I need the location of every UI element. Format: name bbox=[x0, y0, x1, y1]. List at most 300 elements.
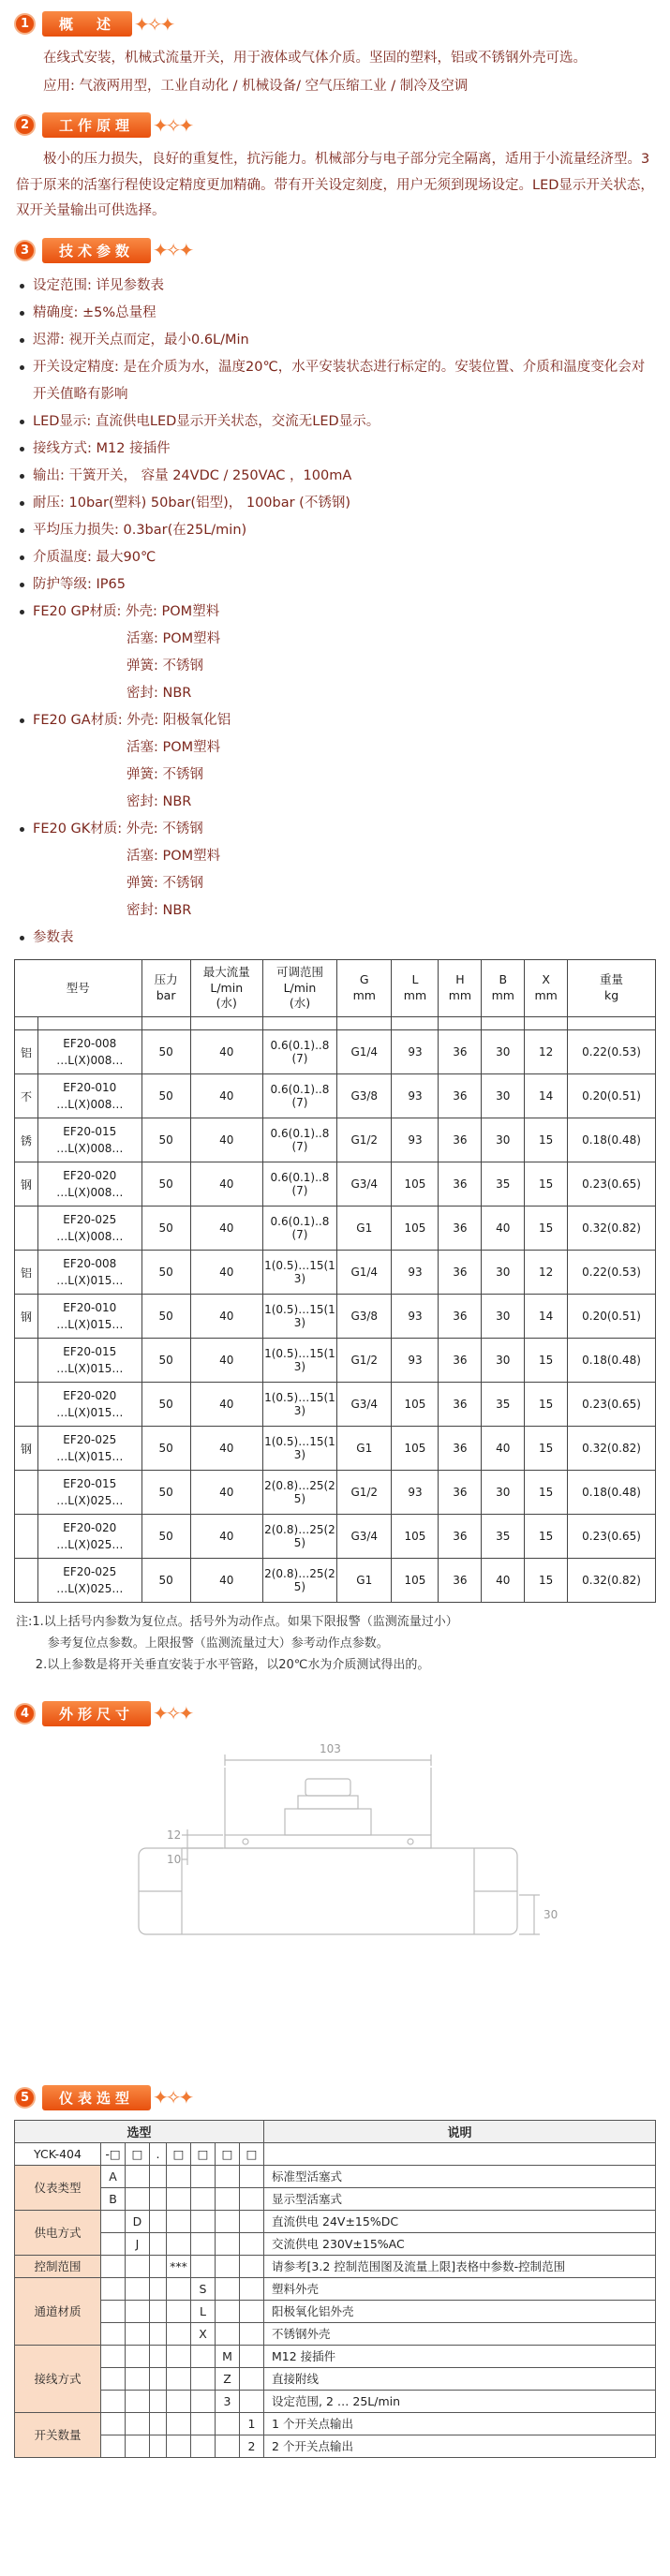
selection-code-box: □ bbox=[126, 2142, 150, 2165]
selection-code-cell bbox=[240, 2187, 264, 2210]
selection-code-cell bbox=[101, 2412, 126, 2435]
bullet-dot-icon bbox=[20, 365, 24, 370]
range-cell: 2(0.8)…25(25) bbox=[262, 1515, 336, 1559]
section-4-title: 外形尺寸 bbox=[42, 1701, 151, 1726]
tech-item-text: FE20 GA材质: 外壳: 阳极氧化铝 bbox=[33, 712, 231, 728]
bullet-dot-icon bbox=[20, 474, 24, 479]
max-flow-cell: 40 bbox=[190, 1515, 262, 1559]
param-col-header-line: 型号 bbox=[66, 980, 90, 995]
g-cell: G1/4 bbox=[337, 1251, 392, 1295]
param-row bbox=[15, 1074, 656, 1118]
h-cell: 36 bbox=[439, 1030, 482, 1074]
l-cell: 105 bbox=[392, 1559, 439, 1603]
selection-code-cell bbox=[191, 2345, 216, 2367]
tech-item-text: FE20 GK材质: 外壳: 不锈钢 bbox=[33, 821, 203, 836]
pressure-cell: 50 bbox=[141, 1030, 190, 1074]
model-variant: …L(X)025… bbox=[56, 1582, 124, 1596]
l-cell: 93 bbox=[392, 1118, 439, 1162]
selection-model-label: YCK-404 bbox=[15, 2142, 101, 2165]
selection-code-cell: D bbox=[126, 2210, 150, 2232]
selection-code-cell bbox=[216, 2412, 240, 2435]
tech-item-subline: 弹簧: 不锈钢 bbox=[127, 766, 203, 782]
selection-code-cell bbox=[216, 2300, 240, 2322]
selection-code-box: □ bbox=[191, 2142, 216, 2165]
selection-desc-cell: 阳极氧化铝外壳 bbox=[264, 2300, 656, 2322]
weight-cell: 0.18(0.48) bbox=[568, 1471, 656, 1515]
selection-code-cell bbox=[101, 2390, 126, 2412]
selection-row bbox=[15, 2390, 656, 2412]
g-cell: G1 bbox=[337, 1207, 392, 1251]
model-cell bbox=[38, 1427, 142, 1471]
selection-code-cell bbox=[126, 2322, 150, 2345]
model-cell bbox=[38, 1074, 142, 1118]
selection-code-cell bbox=[191, 2367, 216, 2390]
param-col-header bbox=[141, 959, 190, 1017]
selection-row bbox=[15, 2435, 656, 2457]
selection-code-cell bbox=[126, 2345, 150, 2367]
b-cell: 40 bbox=[482, 1559, 525, 1603]
param-col-header-line: mm bbox=[534, 988, 558, 1003]
selection-code-cell bbox=[240, 2367, 264, 2390]
tech-item bbox=[20, 273, 656, 300]
b-cell: 40 bbox=[482, 1207, 525, 1251]
selection-code-cell bbox=[101, 2277, 126, 2300]
model-cell bbox=[38, 1162, 142, 1207]
param-row bbox=[15, 1207, 656, 1251]
param-spacer-cell bbox=[15, 1017, 38, 1030]
param-col-header bbox=[190, 959, 262, 1017]
selection-table-body bbox=[15, 2142, 656, 2457]
param-spacer-cell bbox=[141, 1017, 190, 1030]
selection-code-cell bbox=[150, 2210, 167, 2232]
selection-code-cell: M bbox=[216, 2345, 240, 2367]
tech-item-text: 设定范围: 详见参数表 bbox=[33, 277, 164, 293]
b-cell: 30 bbox=[482, 1074, 525, 1118]
g-cell: G1/2 bbox=[337, 1471, 392, 1515]
model-code: EF20-008 bbox=[63, 1257, 117, 1271]
selection-code-cell: *** bbox=[167, 2255, 191, 2277]
tech-item-text: FE20 GP材质: 外壳: POM塑料 bbox=[33, 603, 220, 619]
x-cell: 15 bbox=[525, 1471, 568, 1515]
max-flow-cell: 40 bbox=[190, 1162, 262, 1207]
selection-group-label: 控制范围 bbox=[15, 2255, 101, 2277]
x-cell: 15 bbox=[525, 1162, 568, 1207]
selection-code-cell bbox=[191, 2255, 216, 2277]
selection-code-box: □ bbox=[167, 2142, 191, 2165]
range-cell: 1(0.5)…15(13) bbox=[262, 1251, 336, 1295]
l-cell: 93 bbox=[392, 1074, 439, 1118]
selection-code-cell bbox=[167, 2345, 191, 2367]
tech-item bbox=[20, 544, 656, 571]
tech-item-subline: 密封: NBR bbox=[127, 793, 192, 809]
material-cell bbox=[15, 1471, 38, 1515]
selection-code-cell bbox=[240, 2210, 264, 2232]
selection-code-cell bbox=[216, 2165, 240, 2187]
g-cell: G3/4 bbox=[337, 1162, 392, 1207]
sparkle-stars-icon: ✦✧✦ bbox=[134, 12, 173, 36]
bullet-dot-icon bbox=[20, 338, 24, 343]
selection-code-cell bbox=[126, 2255, 150, 2277]
selection-code-box: . bbox=[150, 2142, 167, 2165]
selection-code-cell bbox=[101, 2232, 126, 2255]
model-variant: …L(X)025… bbox=[56, 1538, 124, 1552]
selection-code-cell bbox=[191, 2435, 216, 2457]
section-1-number-badge: 1 bbox=[14, 13, 36, 35]
selection-row bbox=[15, 2300, 656, 2322]
param-col-header bbox=[482, 959, 525, 1017]
model-cell bbox=[38, 1295, 142, 1339]
selection-code-cell bbox=[126, 2300, 150, 2322]
selection-desc-cell: 1 个开关点输出 bbox=[264, 2412, 656, 2435]
param-row bbox=[15, 1339, 656, 1383]
max-flow-cell: 40 bbox=[190, 1074, 262, 1118]
l-cell: 93 bbox=[392, 1295, 439, 1339]
selection-code-cell bbox=[101, 2210, 126, 2232]
selection-code-cell: J bbox=[126, 2232, 150, 2255]
h-cell: 36 bbox=[439, 1559, 482, 1603]
weight-cell: 0.20(0.51) bbox=[568, 1295, 656, 1339]
selection-code-cell bbox=[240, 2300, 264, 2322]
selection-code-cell bbox=[167, 2165, 191, 2187]
pressure-cell: 50 bbox=[141, 1118, 190, 1162]
param-note-line: 参考复位点参数。上限报警（监测流量过大）参考动作点参数。 bbox=[47, 1636, 389, 1651]
param-col-header bbox=[15, 959, 142, 1017]
selection-code-cell bbox=[150, 2232, 167, 2255]
b-cell: 35 bbox=[482, 1383, 525, 1427]
selection-code-cell bbox=[167, 2435, 191, 2457]
selection-header-left: 选型 bbox=[15, 2120, 264, 2142]
sparkle-stars-icon: ✦✧✦ bbox=[153, 113, 192, 137]
bullet-dot-icon bbox=[20, 610, 24, 614]
tech-item-text: 精确度: ±5%总量程 bbox=[33, 304, 156, 320]
selection-group-label: 通道材质 bbox=[15, 2277, 101, 2345]
range-cell: 1(0.5)…15(13) bbox=[262, 1427, 336, 1471]
range-cell: 0.6(0.1)..8(7) bbox=[262, 1074, 336, 1118]
b-cell: 30 bbox=[482, 1030, 525, 1074]
selection-code-cell bbox=[240, 2232, 264, 2255]
dim-left-lower-label: 10 bbox=[167, 1852, 182, 1866]
selection-desc-cell: 直流供电 24V±15%DC bbox=[264, 2210, 656, 2232]
tech-item bbox=[20, 816, 656, 843]
param-row bbox=[15, 1427, 656, 1471]
selection-group-label: 接线方式 bbox=[15, 2345, 101, 2412]
g-cell: G3/8 bbox=[337, 1295, 392, 1339]
model-variant: …L(X)025… bbox=[56, 1494, 124, 1508]
dim-left-upper-label: 12 bbox=[167, 1828, 182, 1842]
param-spacer-cell bbox=[392, 1017, 439, 1030]
param-col-header-line: mm bbox=[448, 988, 472, 1003]
selection-code-cell bbox=[167, 2210, 191, 2232]
material-cell bbox=[15, 1383, 38, 1427]
dim-width-label: 103 bbox=[320, 1741, 341, 1755]
selection-row bbox=[15, 2255, 656, 2277]
selection-code-cell: X bbox=[191, 2322, 216, 2345]
selection-code-cell: 3 bbox=[216, 2390, 240, 2412]
tech-item-text: 接线方式: M12 接插件 bbox=[33, 440, 171, 456]
selection-code-cell bbox=[240, 2322, 264, 2345]
x-cell: 14 bbox=[525, 1295, 568, 1339]
section-4-header bbox=[14, 1701, 656, 1726]
section-2-title: 工作原理 bbox=[42, 112, 151, 138]
h-cell: 36 bbox=[439, 1515, 482, 1559]
material-cell: 铝 bbox=[15, 1251, 38, 1295]
tech-item bbox=[20, 463, 656, 490]
selection-desc-cell: 塑料外壳 bbox=[264, 2277, 656, 2300]
selection-code-cell bbox=[167, 2367, 191, 2390]
range-cell: 0.6(0.1)..8(7) bbox=[262, 1207, 336, 1251]
weight-cell: 0.22(0.53) bbox=[568, 1030, 656, 1074]
model-cell bbox=[38, 1030, 142, 1074]
model-code: EF20-020 bbox=[63, 1389, 117, 1403]
pressure-cell: 50 bbox=[141, 1427, 190, 1471]
selection-desc-cell: 标准型活塞式 bbox=[264, 2165, 656, 2187]
bullet-dot-icon bbox=[20, 447, 24, 452]
selection-row bbox=[15, 2187, 656, 2210]
b-cell: 35 bbox=[482, 1162, 525, 1207]
selection-desc-cell: 设定范围, 2 … 25L/min bbox=[264, 2390, 656, 2412]
h-cell: 36 bbox=[439, 1383, 482, 1427]
model-code: EF20-010 bbox=[63, 1081, 117, 1095]
selection-code-cell bbox=[216, 2277, 240, 2300]
tech-item-text: 耐压: 10bar(塑料) 50bar(铝型)， 100bar (不锈钢) bbox=[33, 495, 350, 511]
sparkle-stars-icon: ✦✧✦ bbox=[153, 239, 192, 262]
model-code: EF20-015 bbox=[63, 1477, 117, 1491]
selection-code-cell bbox=[216, 2210, 240, 2232]
tech-list bbox=[20, 273, 656, 952]
max-flow-cell: 40 bbox=[190, 1471, 262, 1515]
weight-cell: 0.22(0.53) bbox=[568, 1251, 656, 1295]
param-col-header bbox=[337, 959, 392, 1017]
selection-code-cell bbox=[150, 2255, 167, 2277]
x-cell: 15 bbox=[525, 1427, 568, 1471]
weight-cell: 0.23(0.65) bbox=[568, 1162, 656, 1207]
param-col-header-line: bar bbox=[156, 988, 176, 1003]
selection-code-cell bbox=[167, 2412, 191, 2435]
selection-row bbox=[15, 2277, 656, 2300]
param-col-header-line: 最大流量 bbox=[202, 964, 250, 979]
selection-code-cell bbox=[150, 2300, 167, 2322]
h-cell: 36 bbox=[439, 1339, 482, 1383]
l-cell: 105 bbox=[392, 1162, 439, 1207]
max-flow-cell: 40 bbox=[190, 1251, 262, 1295]
section-1-title: 概 述 bbox=[42, 11, 132, 37]
selection-code-cell bbox=[101, 2255, 126, 2277]
selection-code-cell bbox=[167, 2322, 191, 2345]
x-cell: 12 bbox=[525, 1251, 568, 1295]
overview-application-line: 应用: 气液两用型，工业自动化 / 机械设备/ 空气压缩工业 / 制冷及空调 bbox=[43, 78, 469, 94]
param-table-head-row bbox=[15, 959, 656, 1017]
b-cell: 30 bbox=[482, 1339, 525, 1383]
model-variant: …L(X)015… bbox=[56, 1362, 124, 1376]
param-table-body bbox=[15, 1017, 656, 1603]
selection-code-cell bbox=[150, 2345, 167, 2367]
weight-cell: 0.18(0.48) bbox=[568, 1339, 656, 1383]
model-variant: …L(X)015… bbox=[56, 1406, 124, 1420]
selection-code-cell bbox=[101, 2300, 126, 2322]
param-spacer-cell bbox=[482, 1017, 525, 1030]
selection-code-cell bbox=[101, 2435, 126, 2457]
selection-code-cell: L bbox=[191, 2300, 216, 2322]
bullet-dot-icon bbox=[20, 555, 24, 560]
model-cell bbox=[38, 1471, 142, 1515]
range-cell: 2(0.8)…25(25) bbox=[262, 1559, 336, 1603]
param-col-header bbox=[392, 959, 439, 1017]
bullet-dot-icon bbox=[20, 528, 24, 533]
l-cell: 105 bbox=[392, 1427, 439, 1471]
weight-cell: 0.32(0.82) bbox=[568, 1559, 656, 1603]
model-code: EF20-015 bbox=[63, 1125, 117, 1139]
selection-code-cell bbox=[101, 2345, 126, 2367]
selection-code-cell bbox=[126, 2435, 150, 2457]
tech-item bbox=[20, 571, 656, 599]
selection-group-label: 开关数量 bbox=[15, 2412, 101, 2457]
model-variant: …L(X)008… bbox=[56, 1186, 124, 1200]
selection-code-cell: S bbox=[191, 2277, 216, 2300]
model-variant: …L(X)008… bbox=[56, 1098, 124, 1112]
b-cell: 30 bbox=[482, 1471, 525, 1515]
selection-code-box: -□ bbox=[101, 2142, 126, 2165]
model-code: EF20-020 bbox=[63, 1169, 117, 1183]
selection-code-cell bbox=[191, 2390, 216, 2412]
param-col-header-line: 可调范围 bbox=[275, 964, 323, 979]
param-col-header bbox=[525, 959, 568, 1017]
model-variant: …L(X)015… bbox=[56, 1450, 124, 1464]
h-cell: 36 bbox=[439, 1162, 482, 1207]
selection-row bbox=[15, 2165, 656, 2187]
param-spacer-cell bbox=[568, 1017, 656, 1030]
selection-code-cell bbox=[167, 2300, 191, 2322]
param-note-line: 2.以上参数是将开关垂直安装于水平管路，以20℃水为介质测试得出的。 bbox=[35, 1657, 430, 1672]
param-col-header-line: L/min bbox=[210, 980, 244, 995]
material-cell: 铝 bbox=[15, 1030, 38, 1074]
param-row bbox=[15, 1295, 656, 1339]
overview-paragraph: 在线式安装，机械式流量开关，用于液体或气体介质。坚固的塑料，铝或不锈钢外壳可选。 bbox=[43, 51, 587, 66]
selection-code-cell bbox=[101, 2367, 126, 2390]
selection-code-cell bbox=[191, 2232, 216, 2255]
b-cell: 30 bbox=[482, 1251, 525, 1295]
model-code: EF20-025 bbox=[63, 1565, 117, 1579]
selection-code-cell bbox=[150, 2435, 167, 2457]
param-spacer-cell bbox=[262, 1017, 336, 1030]
selection-code-cell bbox=[150, 2367, 167, 2390]
x-cell: 15 bbox=[525, 1339, 568, 1383]
sparkle-stars-icon: ✦✧✦ bbox=[153, 2086, 192, 2110]
range-cell: 0.6(0.1)..8(7) bbox=[262, 1162, 336, 1207]
param-col-header bbox=[262, 959, 336, 1017]
selection-code-cell bbox=[216, 2435, 240, 2457]
tech-item bbox=[20, 599, 656, 626]
selection-desc-cell: 显示型活塞式 bbox=[264, 2187, 656, 2210]
param-col-header-line: G bbox=[359, 972, 369, 987]
model-code: EF20-025 bbox=[63, 1433, 117, 1447]
pressure-cell: 50 bbox=[141, 1559, 190, 1603]
selection-code-cell bbox=[126, 2390, 150, 2412]
section-3-number-badge: 3 bbox=[14, 240, 36, 261]
max-flow-cell: 40 bbox=[190, 1030, 262, 1074]
model-cell bbox=[38, 1515, 142, 1559]
weight-cell: 0.32(0.82) bbox=[568, 1427, 656, 1471]
tech-item-subline: 活塞: POM塑料 bbox=[127, 630, 221, 646]
param-col-header-line: L bbox=[411, 972, 419, 987]
tech-item bbox=[20, 517, 656, 544]
model-cell bbox=[38, 1207, 142, 1251]
max-flow-cell: 40 bbox=[190, 1427, 262, 1471]
param-spacer-cell bbox=[38, 1017, 142, 1030]
device-outline-drawing bbox=[84, 1740, 572, 2030]
weight-cell: 0.23(0.65) bbox=[568, 1383, 656, 1427]
max-flow-cell: 40 bbox=[190, 1207, 262, 1251]
selection-code-cell bbox=[191, 2210, 216, 2232]
selection-code-cell bbox=[167, 2390, 191, 2412]
section-2-header bbox=[14, 112, 656, 138]
model-code: EF20-025 bbox=[63, 1213, 117, 1227]
selection-code-cell bbox=[240, 2277, 264, 2300]
tech-item-text: 参数表 bbox=[33, 929, 74, 945]
selection-desc-cell: 交流供电 230V±15%AC bbox=[264, 2232, 656, 2255]
tech-item bbox=[20, 408, 656, 436]
param-row bbox=[15, 1383, 656, 1427]
selection-code-cell bbox=[150, 2322, 167, 2345]
selection-code-cell bbox=[216, 2232, 240, 2255]
model-cell bbox=[38, 1559, 142, 1603]
section-3-title: 技术参数 bbox=[42, 238, 151, 263]
tech-item-text: 开关设定精度: 是在介质为水，温度20℃，水平安装状态进行标定的。安装位置、介质和温度变化会对开关值略有影响 bbox=[33, 359, 646, 402]
max-flow-cell: 40 bbox=[190, 1339, 262, 1383]
model-variant: …L(X)015… bbox=[56, 1274, 124, 1288]
model-code: EF20-020 bbox=[63, 1521, 117, 1535]
l-cell: 93 bbox=[392, 1030, 439, 1074]
l-cell: 93 bbox=[392, 1339, 439, 1383]
max-flow-cell: 40 bbox=[190, 1559, 262, 1603]
selection-code-cell bbox=[216, 2322, 240, 2345]
material-cell: 锈 bbox=[15, 1118, 38, 1162]
selection-code-cell: B bbox=[101, 2187, 126, 2210]
tech-item-subline: 密封: NBR bbox=[127, 685, 192, 701]
tech-item bbox=[20, 490, 656, 517]
sparkle-stars-icon: ✦✧✦ bbox=[153, 1702, 192, 1725]
section-4-number-badge: 4 bbox=[14, 1703, 36, 1725]
selection-code-cell: 1 bbox=[240, 2412, 264, 2435]
model-cell bbox=[38, 1383, 142, 1427]
pressure-cell: 50 bbox=[141, 1515, 190, 1559]
g-cell: G1/2 bbox=[337, 1118, 392, 1162]
param-note-line: 注:1.以上括号内参数为复位点。括号外为动作点。如果下限报警（监测流量过小） bbox=[16, 1615, 458, 1630]
section-3-header bbox=[14, 238, 656, 263]
selection-code-cell bbox=[150, 2412, 167, 2435]
param-row bbox=[15, 1162, 656, 1207]
section-5-header bbox=[14, 2085, 656, 2110]
selection-header-right: 说明 bbox=[264, 2120, 656, 2142]
g-cell: G3/8 bbox=[337, 1074, 392, 1118]
max-flow-cell: 40 bbox=[190, 1118, 262, 1162]
material-cell: 钢 bbox=[15, 1295, 38, 1339]
param-row bbox=[15, 1559, 656, 1603]
selection-desc-cell: 不锈钢外壳 bbox=[264, 2322, 656, 2345]
tech-item bbox=[20, 354, 656, 408]
selection-header-row bbox=[15, 2120, 656, 2142]
selection-code-cell bbox=[150, 2390, 167, 2412]
selection-row bbox=[15, 2367, 656, 2390]
range-cell: 1(0.5)…15(13) bbox=[262, 1295, 336, 1339]
pressure-cell: 50 bbox=[141, 1162, 190, 1207]
selection-code-cell bbox=[150, 2187, 167, 2210]
param-col-header-line: mm bbox=[352, 988, 376, 1003]
tech-item-text: LED显示: 直流供电LED显示开关状态，交流无LED显示。 bbox=[33, 413, 380, 429]
param-spacer-cell bbox=[337, 1017, 392, 1030]
model-variant: …L(X)008… bbox=[56, 1054, 124, 1068]
selection-desc-cell bbox=[264, 2142, 656, 2165]
tech-item-subline: 弹簧: 不锈钢 bbox=[127, 658, 203, 674]
